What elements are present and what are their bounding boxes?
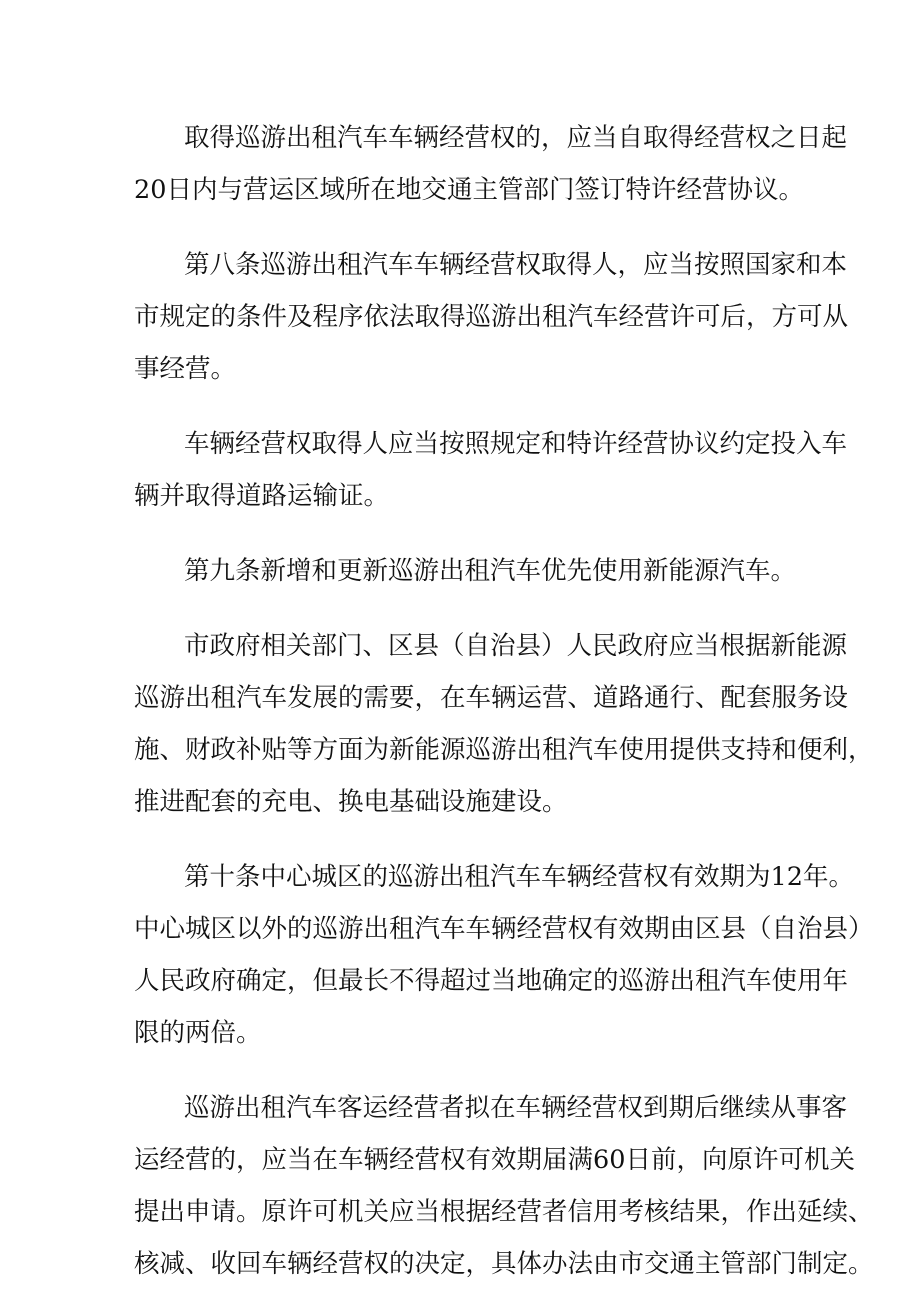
paragraph bbox=[134, 112, 848, 216]
text-line: 运经营的，应当在车辆经营权有效期届满60日前，向原许可机关 bbox=[134, 1145, 855, 1175]
text-line: 市规定的条件及程序依法取得巡游出租汽车经营许可后，方可从 bbox=[134, 302, 849, 332]
paragraph bbox=[134, 1082, 874, 1290]
text-line: 施、财政补贴等方面为新能源巡游出租汽车使用提供支持和便利， bbox=[134, 735, 874, 765]
paragraph bbox=[134, 239, 849, 395]
text-line: 巡游出租汽车发展的需要，在车辆运营、道路通行、配套服务设 bbox=[134, 683, 849, 713]
document-body bbox=[134, 112, 874, 1313]
text-line: 辆并取得道路运输证。 bbox=[134, 481, 390, 511]
text-line: 取得巡游出租汽车车辆经营权的，应当自取得经营权之日起 bbox=[184, 123, 848, 153]
text-line: 人民政府确定，但最长不得超过当地确定的巡游出租汽车使用年 bbox=[134, 966, 849, 996]
text-line: 推进配套的充电、换电基础设施建设。 bbox=[134, 787, 568, 817]
text-line: 巡游出租汽车客运经营者拟在车辆经营权到期后继续从事客 bbox=[184, 1093, 848, 1123]
text-line: 核减、收回车辆经营权的决定，具体办法由市交通主管部门制定。 bbox=[134, 1249, 874, 1279]
text-line: 事经营。 bbox=[134, 354, 237, 384]
text-line: 限的两倍。 bbox=[134, 1018, 262, 1048]
paragraph bbox=[134, 545, 806, 597]
paragraph bbox=[134, 418, 848, 522]
paragraph bbox=[134, 620, 874, 828]
text-line: 市政府相关部门、区县（自治县）人民政府应当根据新能源 bbox=[184, 631, 848, 661]
paragraph bbox=[134, 851, 874, 1059]
text-line: 车辆经营权取得人应当按照规定和特许经营协议约定投入车 bbox=[184, 429, 848, 459]
text-line: 中心城区以外的巡游出租汽车车辆经营权有效期由区县（自治县） bbox=[134, 914, 874, 944]
text-line: 第九条新增和更新巡游出租汽车优先使用新能源汽车。 bbox=[184, 556, 797, 586]
text-line: 提出申请。原许可机关应当根据经营者信用考核结果，作出延续、 bbox=[134, 1197, 874, 1227]
text-line: 第八条巡游出租汽车车辆经营权取得人，应当按照国家和本 bbox=[184, 250, 848, 280]
text-line: 20日内与营运区域所在地交通主管部门签订特许经营协议。 bbox=[134, 175, 804, 205]
text-line: 第十条中心城区的巡游出租汽车车辆经营权有效期为12年。 bbox=[184, 862, 854, 892]
